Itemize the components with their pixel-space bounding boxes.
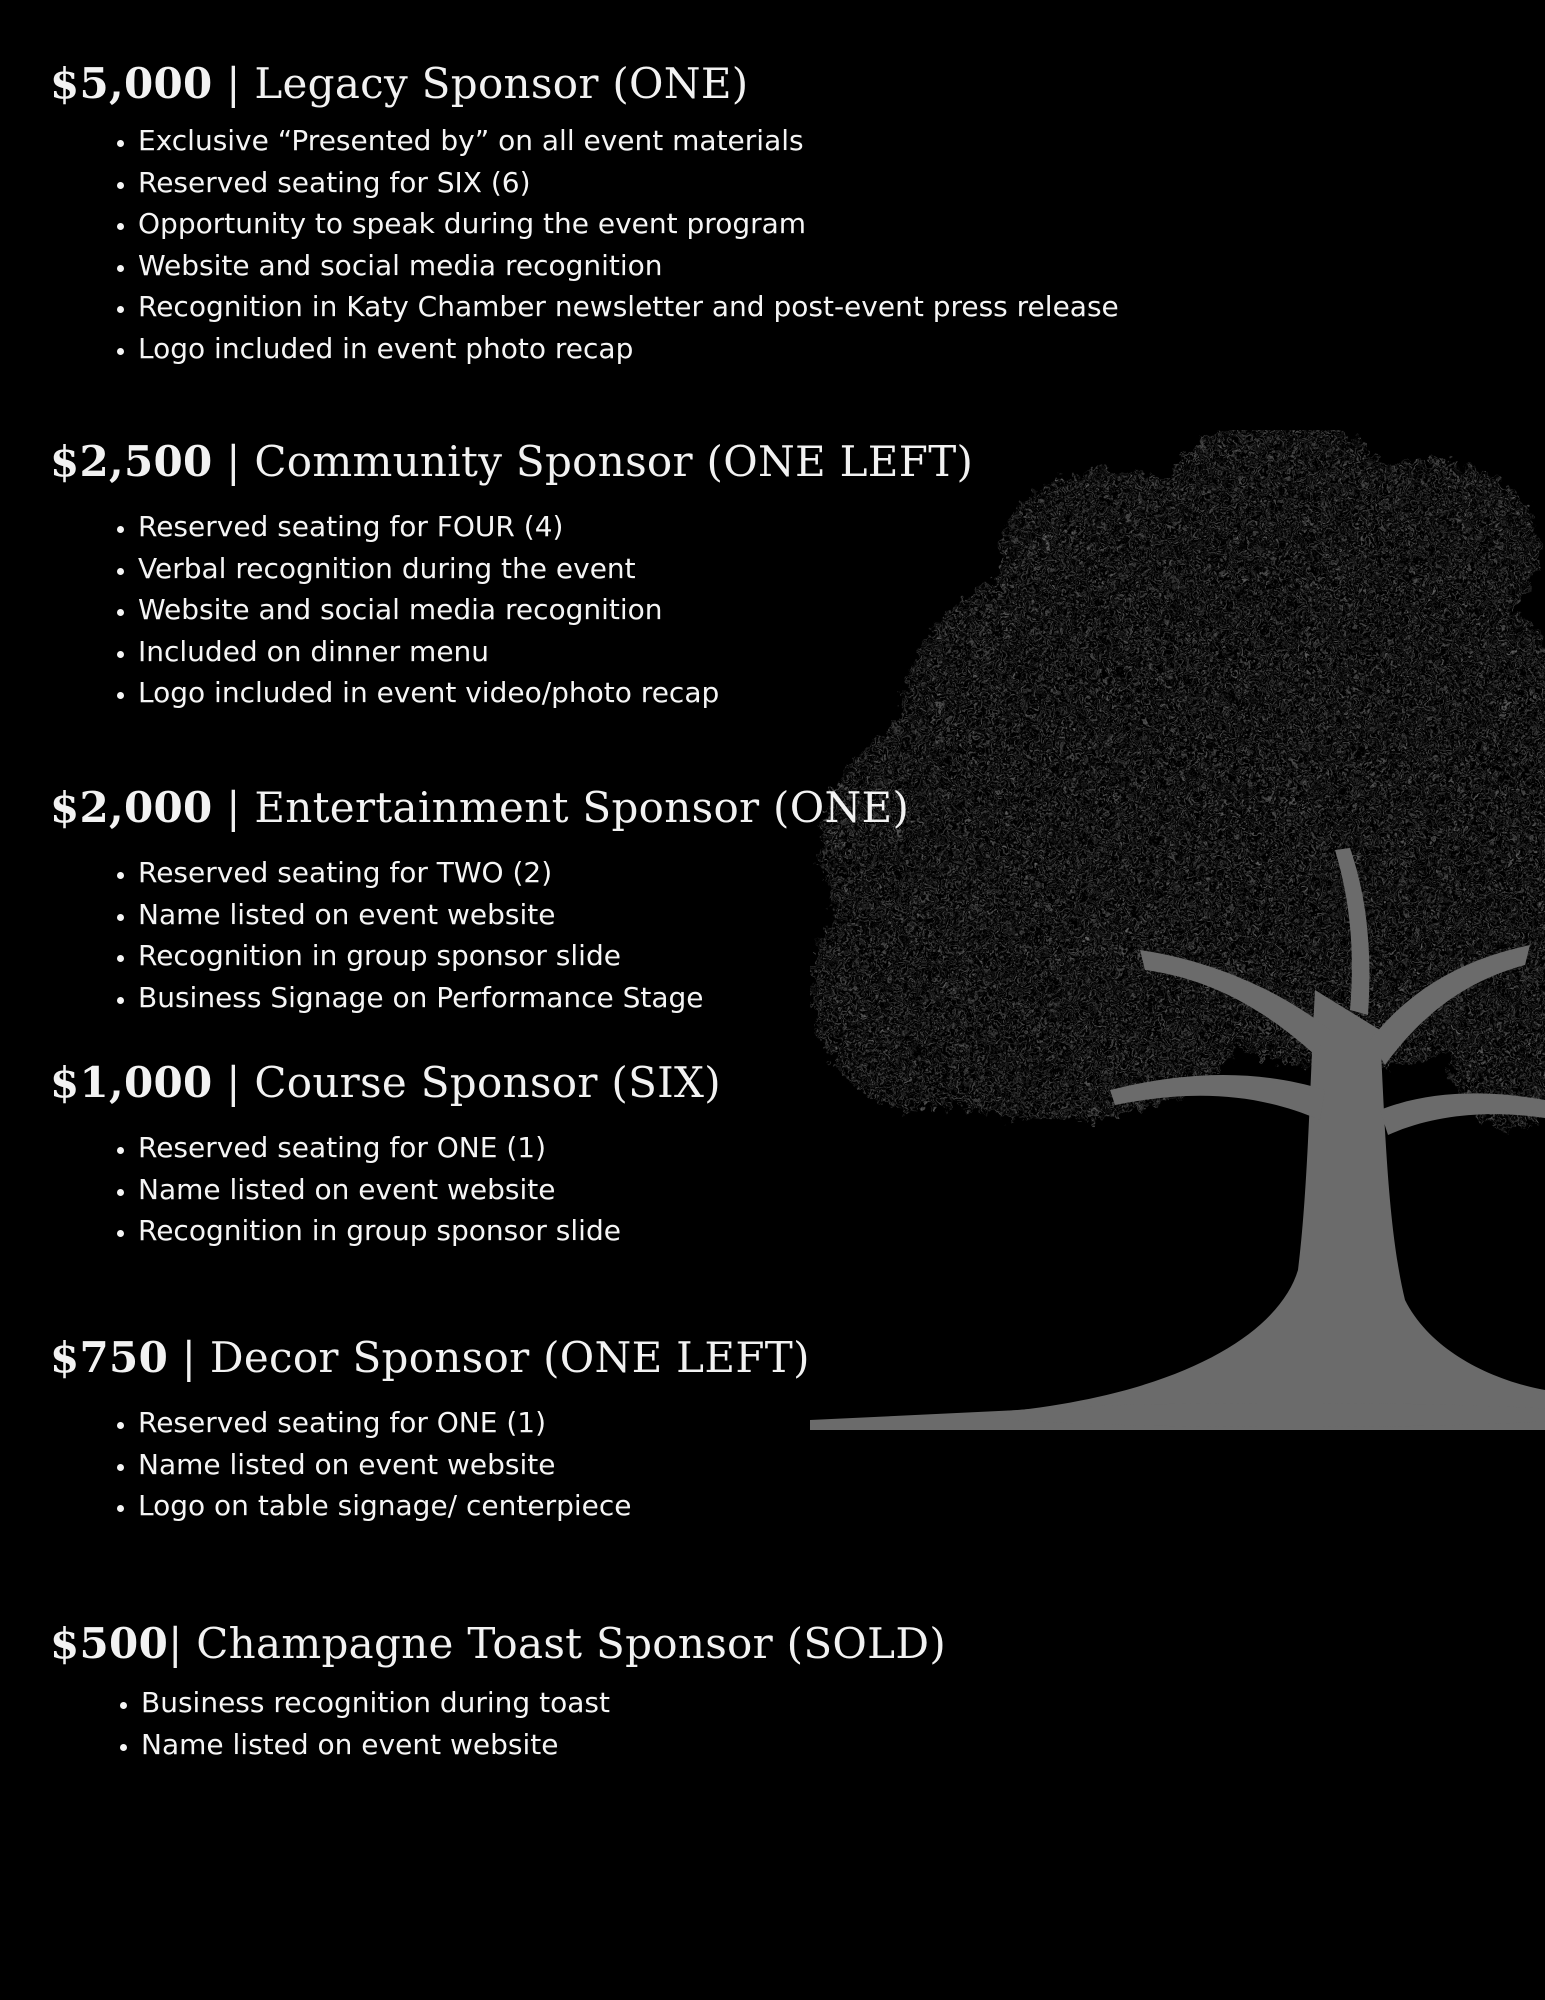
tier-name: Legacy Sponsor (ONE): [254, 59, 749, 108]
tier-entertainment: [50, 780, 909, 1018]
tier-heading: [50, 56, 1119, 112]
benefit-list: [50, 506, 973, 714]
tier-name: Entertainment Sponsor (ONE): [254, 783, 910, 832]
benefit-item: • Website and social media recognition: [138, 589, 973, 631]
benefit-item: • Name listed on event website: [138, 894, 909, 936]
tier-price: $2,500: [50, 437, 213, 486]
benefit-item: • Reserved seating for TWO (2): [138, 852, 909, 894]
tier-price: $750: [50, 1333, 169, 1382]
tier-heading: [50, 1616, 946, 1672]
benefit-item: • Name listed on event website: [138, 1444, 810, 1486]
tier-heading: [50, 1055, 721, 1111]
tier-price: $5,000: [50, 59, 213, 108]
benefit-item: • Name listed on event website: [138, 1169, 721, 1211]
benefit-item: • Recognition in group sponsor slide: [138, 1210, 721, 1252]
tier-name: Course Sponsor (SIX): [254, 1058, 721, 1107]
tier-separator: |: [212, 1058, 255, 1107]
tier-price: $500: [50, 1619, 169, 1668]
tier-champagne-toast: [50, 1616, 946, 1765]
benefit-item: • Reserved seating for ONE (1): [138, 1127, 721, 1169]
benefit-list: [50, 1682, 946, 1765]
tier-heading: [50, 434, 973, 490]
tier-name: Decor Sponsor (ONE LEFT): [209, 1333, 810, 1382]
benefit-item: • Business recognition during toast: [141, 1682, 946, 1724]
benefit-list: [50, 1402, 810, 1527]
tier-separator: |: [212, 783, 255, 832]
benefit-item: • Business Signage on Performance Stage: [138, 977, 909, 1019]
benefit-item: • Website and social media recognition: [138, 245, 1119, 287]
benefit-item: • Reserved seating for FOUR (4): [138, 506, 973, 548]
benefit-item: • Name listed on event website: [141, 1724, 946, 1766]
benefit-item: • Recognition in group sponsor slide: [138, 935, 909, 977]
tier-heading: [50, 1330, 810, 1386]
benefit-item: • Logo included in event photo recap: [138, 328, 1119, 370]
tier-legacy: [50, 56, 1119, 369]
benefit-item: • Opportunity to speak during the event program: [138, 203, 1119, 245]
benefit-list: [50, 1127, 721, 1252]
tier-price: $2,000: [50, 783, 213, 832]
tier-separator: |: [168, 1619, 197, 1668]
benefit-item: • Verbal recognition during the event: [138, 548, 973, 590]
benefit-item: • Recognition in Katy Chamber newsletter and post-event press release: [138, 286, 1119, 328]
tier-community: [50, 434, 973, 714]
benefit-item: • Reserved seating for SIX (6): [138, 162, 1119, 204]
tier-decor: [50, 1330, 810, 1527]
tier-name: Community Sponsor (ONE LEFT): [254, 437, 974, 486]
benefit-item: • Logo included in event video/photo recap: [138, 672, 973, 714]
benefit-list: [50, 852, 909, 1018]
tier-course: [50, 1055, 721, 1252]
tier-name: Champagne Toast Sponsor (SOLD): [196, 1619, 947, 1668]
benefit-item: • Exclusive “Presented by” on all event materials: [138, 120, 1119, 162]
tier-separator: |: [212, 59, 255, 108]
benefit-list: [50, 120, 1119, 369]
tier-heading: [50, 780, 909, 836]
benefit-item: • Included on dinner menu: [138, 631, 973, 673]
tier-separator: |: [212, 437, 255, 486]
benefit-item: • Reserved seating for ONE (1): [138, 1402, 810, 1444]
tier-separator: |: [168, 1333, 210, 1382]
tier-price: $1,000: [50, 1058, 213, 1107]
benefit-item: • Logo on table signage/ centerpiece: [138, 1485, 810, 1527]
